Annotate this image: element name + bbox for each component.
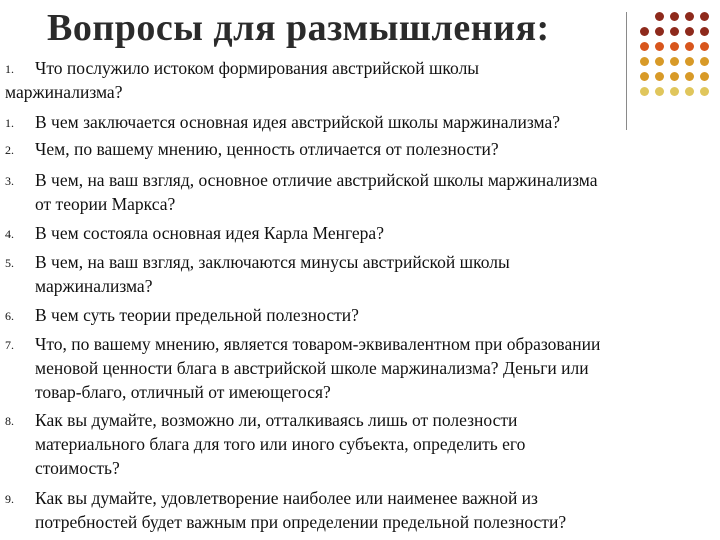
decorative-dot (655, 27, 664, 36)
decorative-dot (700, 72, 709, 81)
decorative-dot (655, 12, 664, 21)
item-text: Как вы думайте, удовлетворение наиболее или наименее важной из потребностей будет важным при определении предельной полезности? (35, 488, 567, 532)
decorative-dot (685, 72, 694, 81)
item-number: 8. (5, 414, 14, 428)
item-number: 9. (5, 492, 14, 506)
item-number: 3. (5, 174, 14, 188)
decorative-dot (685, 57, 694, 66)
decorative-dot (670, 12, 679, 21)
item-text: Что послужило истоком формирования австрийской школы маржинализма? (5, 58, 480, 102)
item-text: Что, по вашему мнению, является товаром-эквивалентном при образовании меновой ценности блага в австрийской школе маржинализма? Деньги или товар-благо, отличный от имеющегося? (35, 334, 601, 402)
decorative-dot (700, 57, 709, 66)
item-number: 6. (5, 309, 14, 323)
item-text: Как вы думайте, возможно ли, отталкиваясь лишь от полезности материального блага для того или иного субъекта, определить его стоимость? (35, 410, 526, 478)
item-text: В чем заключается основная идея австрийской школы маржинализма? (35, 112, 560, 132)
decorative-dot (640, 27, 649, 36)
decorative-dot (700, 27, 709, 36)
item-number: 4. (5, 227, 14, 241)
decorative-dot (655, 42, 664, 51)
item-number: 1. (5, 62, 14, 76)
decorative-dot (685, 27, 694, 36)
decorative-dot (640, 42, 649, 51)
decorative-dot (700, 12, 709, 21)
item-text: В чем состояла основная идея Карла Менгера? (35, 223, 384, 243)
item-text: В чем, на ваш взгляд, заключаются минусы австрийской школы маржинализма? (35, 252, 510, 296)
decorative-dot (685, 42, 694, 51)
item-number: 2. (5, 143, 14, 157)
decorative-dot (685, 87, 694, 96)
item-text: В чем суть теории предельной полезности? (35, 305, 359, 325)
decorative-dot (670, 27, 679, 36)
decorative-dot (700, 87, 709, 96)
item-number: 7. (5, 338, 14, 352)
item-text: В чем, на ваш взгляд, основное отличие австрийской школы маржинализма от теории Маркса? (35, 170, 598, 214)
decorative-dot (670, 42, 679, 51)
item-text: Чем, по вашему мнению, ценность отличается от полезности? (35, 139, 499, 159)
slide-title: Вопросы для размышления: (47, 7, 550, 49)
item-number: 1. (5, 116, 14, 130)
item-number: 5. (5, 256, 14, 270)
decorative-dot (685, 12, 694, 21)
decorative-dot (700, 42, 709, 51)
